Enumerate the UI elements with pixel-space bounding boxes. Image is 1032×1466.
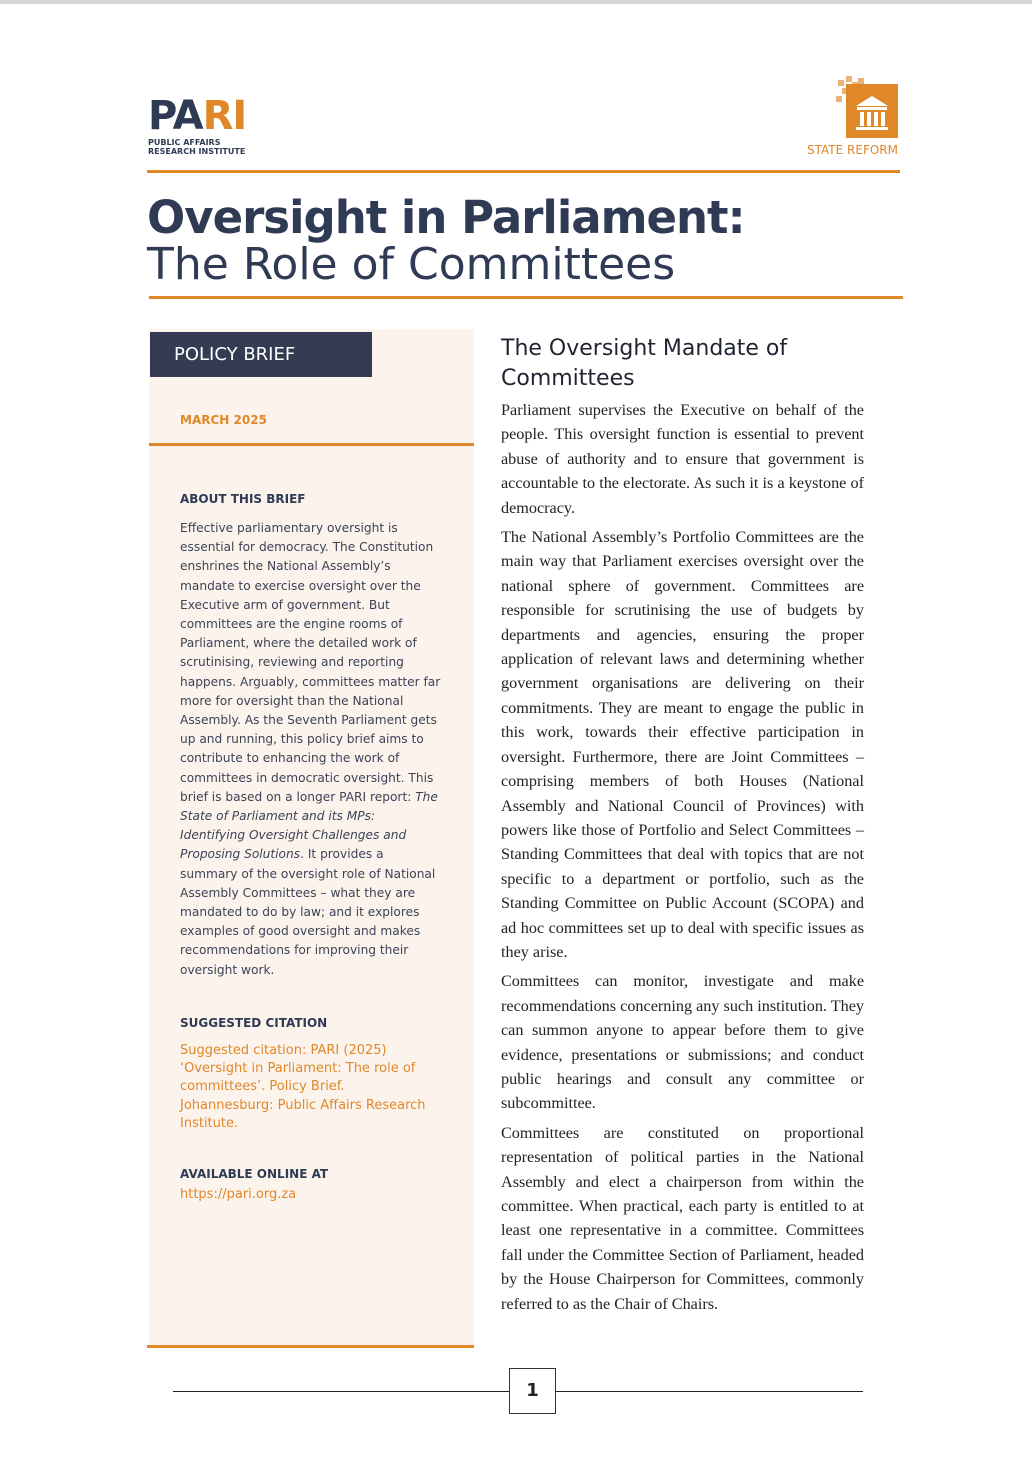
title-rule [149, 296, 903, 299]
sidebar-bottom-rule [147, 1345, 474, 1348]
parliament-building-icon [846, 84, 898, 138]
body-paragraph: Parliament supervises the Executive on behalf of the people. This oversight function is essential to prevent abuse of authority and to ensure that government is accountable to the electorate. As such it is a keystone of democracy. [501, 401, 864, 517]
footer-rule-left [173, 1391, 509, 1392]
page-title: Oversight in Parliament: [147, 191, 745, 244]
online-link[interactable]: https://pari.org.za [180, 1187, 297, 1202]
online-heading: AVAILABLE ONLINE AT [180, 1167, 329, 1181]
section-body [501, 398, 864, 1321]
citation-text: Suggested citation: PARI (2025) ‘Oversight in Parliament: The role of committees’. Policy Brief. Johannesburg: Public Affairs Research Institute. [180, 1043, 426, 1131]
page-top-rule [0, 0, 1032, 4]
section-heading: The Oversight Mandate of Committees [501, 336, 788, 391]
publication-date: MARCH 2025 [180, 413, 267, 427]
page-number: 1 [509, 1368, 556, 1414]
logo-subtitle: PUBLIC AFFAIRS RESEARCH INSTITUTE [148, 138, 246, 156]
header-rule [147, 170, 900, 173]
pari-logo [148, 93, 248, 156]
policy-brief-label: POLICY BRIEF [150, 332, 372, 377]
footer-rule-right [556, 1391, 863, 1392]
report-title: The State of Parliament and its MPs: Identifying Oversight Challenges and Proposing Solutions [180, 789, 438, 862]
logo-wordmark: PARI [148, 93, 247, 139]
about-heading: ABOUT THIS BRIEF [180, 492, 306, 506]
body-paragraph: Committees are constituted on proportional representation of political parties in the National Assembly and elect a chairperson from within the committee. When practical, each party is entitled to at least one representative in a committee. Committees fall under the Committee Section of Parliament, headed by the House Chairperson for Committees, commonly referred to as the Chair of Chairs. [501, 1123, 864, 1313]
citation-heading: SUGGESTED CITATION [180, 1016, 328, 1030]
state-reform-label: STATE REFORM [807, 143, 898, 157]
page-subtitle: The Role of Committees [147, 239, 676, 290]
sidebar-date-rule [149, 443, 474, 446]
body-paragraph: The National Assembly’s Portfolio Committees are the main way that Parliament exercises oversight over the national sphere of government. Committees are responsible for scrutinising the use of budgets by departments and agencies, ensuring the proper application of relevant laws and determining whether government organisations are delivering on their commitments. They are meant to engage the public in this work, towards their effective participation in oversight. Furthermore, there are Joint Committees – comprising members of both Houses (National Assembly and National Council of Provinces) with powers like those of Portfolio and Select Committees – Standing Committees that deal with topics that are not specific to a department or portfolio, such as the Standing Committee on Public Account (SCOPA) and ad hoc committees set up to deal with specific issues as they arise. [501, 528, 864, 961]
body-paragraph: Committees can monitor, investigate and make recommendations concerning any such institution. They can summon anyone to appear before them to give evidence, presentations or submissions; and conduct public hearings and consult any committee or subcommittee. [501, 972, 864, 1113]
about-text: Effective parliamentary oversight is essential for democracy. The Constitution enshrines the National Assembly’s mandate to exercise oversight over the Executive arm of government. But committees are the engine rooms of Parliament, where the detailed work of scrutinising, reviewing and reporting happens. Arguably, committees matter far more for oversight than the National Assembly. As the Seventh Parliament gets up and running, this policy brief aims to contribute to enhancing the work of committees in democratic oversight. This brief is based on a longer PARI report: The State of Parliament and its MPs: Identifying Oversight Challenges and Proposing Solutions. It provides a summary of the oversight role of National Assembly Committees – what they are mandated to do by law; and it explores examples of good oversight and makes recommendations for improving their oversight work. [180, 521, 441, 977]
